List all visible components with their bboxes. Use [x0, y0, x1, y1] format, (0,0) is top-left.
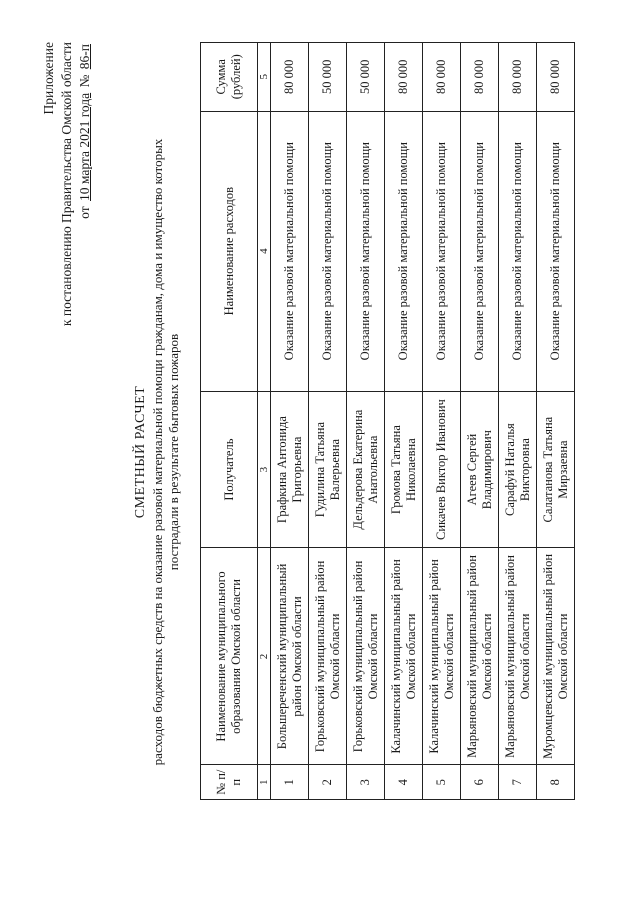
- row-number: 3: [347, 765, 385, 800]
- document-title: СМЕТНЫЙ РАСЧЕТ: [133, 385, 148, 519]
- document-heading: [132, 42, 182, 862]
- row-recipient: Дельдерова Екатерина Анатольевна: [347, 391, 385, 548]
- row-recipient: Громова Татьяна Николаевна: [385, 391, 423, 548]
- appendix-block: [40, 42, 94, 326]
- row-district: Марьяновский муниципальный район Омской области: [461, 548, 499, 765]
- table-row: [309, 43, 347, 800]
- table-row: [537, 43, 575, 800]
- row-number: 6: [461, 765, 499, 800]
- table-row: [423, 43, 461, 800]
- row-recipient: Сарафуй Наталья Викторовна: [499, 391, 537, 548]
- row-expense: Оказание разовой материальной помощи: [537, 111, 575, 391]
- row-district: Калачинский муниципальный район Омской области: [423, 548, 461, 765]
- row-district: Марьяновский муниципальный район Омской области: [499, 548, 537, 765]
- row-district: Большереченский муниципальный район Омской области: [271, 548, 309, 765]
- column-number: 4: [258, 111, 271, 391]
- row-amount: 80 000: [461, 43, 499, 112]
- document-subtitle: расходов бюджетных средств на оказание разовой материальной помощи гражданам, дома и имущество которых пострадали в результате бытовых пожаров: [150, 138, 181, 766]
- row-amount: 50 000: [347, 43, 385, 112]
- row-number: 4: [385, 765, 423, 800]
- row-amount: 80 000: [271, 43, 309, 112]
- row-expense: Оказание разовой материальной помощи: [347, 111, 385, 391]
- row-recipient: Агеев Сергей Владимирович: [461, 391, 499, 548]
- row-district: Калачинский муниципальный район Омской области: [385, 548, 423, 765]
- row-expense: Оказание разовой материальной помощи: [423, 111, 461, 391]
- row-district: Горьковский муниципальный район Омской области: [309, 548, 347, 765]
- row-recipient: Гудилина Татьяна Валерьевна: [309, 391, 347, 548]
- row-number: 2: [309, 765, 347, 800]
- appendix-number: 86-п: [77, 44, 92, 70]
- column-number: 1: [258, 765, 271, 800]
- row-amount: 80 000: [385, 43, 423, 112]
- row-recipient: Сикачев Виктор Иванович: [423, 391, 461, 548]
- column-number: 3: [258, 391, 271, 548]
- row-number: 5: [423, 765, 461, 800]
- header-district: Наименование муниципального образования Омской области: [201, 548, 258, 765]
- row-recipient: Графкина Антонида Григорьевна: [271, 391, 309, 548]
- table-row: [499, 43, 537, 800]
- table-row: [271, 43, 309, 800]
- table-header-row: [201, 43, 258, 800]
- row-number: 8: [537, 765, 575, 800]
- row-number: 1: [271, 765, 309, 800]
- row-expense: Оказание разовой материальной помощи: [385, 111, 423, 391]
- row-district: Горьковский муниципальный район Омской области: [347, 548, 385, 765]
- row-number: 7: [499, 765, 537, 800]
- header-recipient: Получатель: [201, 391, 258, 548]
- table-row: [385, 43, 423, 800]
- appendix-resolution: к постановлению Правительства Омской области: [59, 42, 74, 327]
- row-amount: 80 000: [423, 43, 461, 112]
- column-number: 2: [258, 548, 271, 765]
- header-number: № п/п: [201, 765, 258, 800]
- row-amount: 50 000: [309, 43, 347, 112]
- row-expense: Оказание разовой материальной помощи: [309, 111, 347, 391]
- appendix-from: от: [77, 206, 92, 219]
- row-amount: 80 000: [499, 43, 537, 112]
- row-recipient: Салатанова Татьяна Мирзаевна: [537, 391, 575, 548]
- header-expense: Наименование расходов: [201, 111, 258, 391]
- column-number: 5: [258, 43, 271, 112]
- header-amount: Сумма (рублей): [201, 43, 258, 112]
- row-expense: Оказание разовой материальной помощи: [461, 111, 499, 391]
- row-district: Муромцевский муниципальный район Омской области: [537, 548, 575, 765]
- row-amount: 80 000: [537, 43, 575, 112]
- document-page: [40, 42, 600, 862]
- appendix-date-line: [76, 42, 94, 326]
- appendix-number-sign: №: [77, 74, 92, 88]
- appendix-date: 10 марта 2021 года: [77, 92, 92, 201]
- table-row: [347, 43, 385, 800]
- table-row: [461, 43, 499, 800]
- column-number-row: [258, 43, 271, 800]
- row-expense: Оказание разовой материальной помощи: [271, 111, 309, 391]
- estimate-table: [200, 42, 575, 800]
- appendix-label: Приложение: [41, 42, 56, 115]
- row-expense: Оказание разовой материальной помощи: [499, 111, 537, 391]
